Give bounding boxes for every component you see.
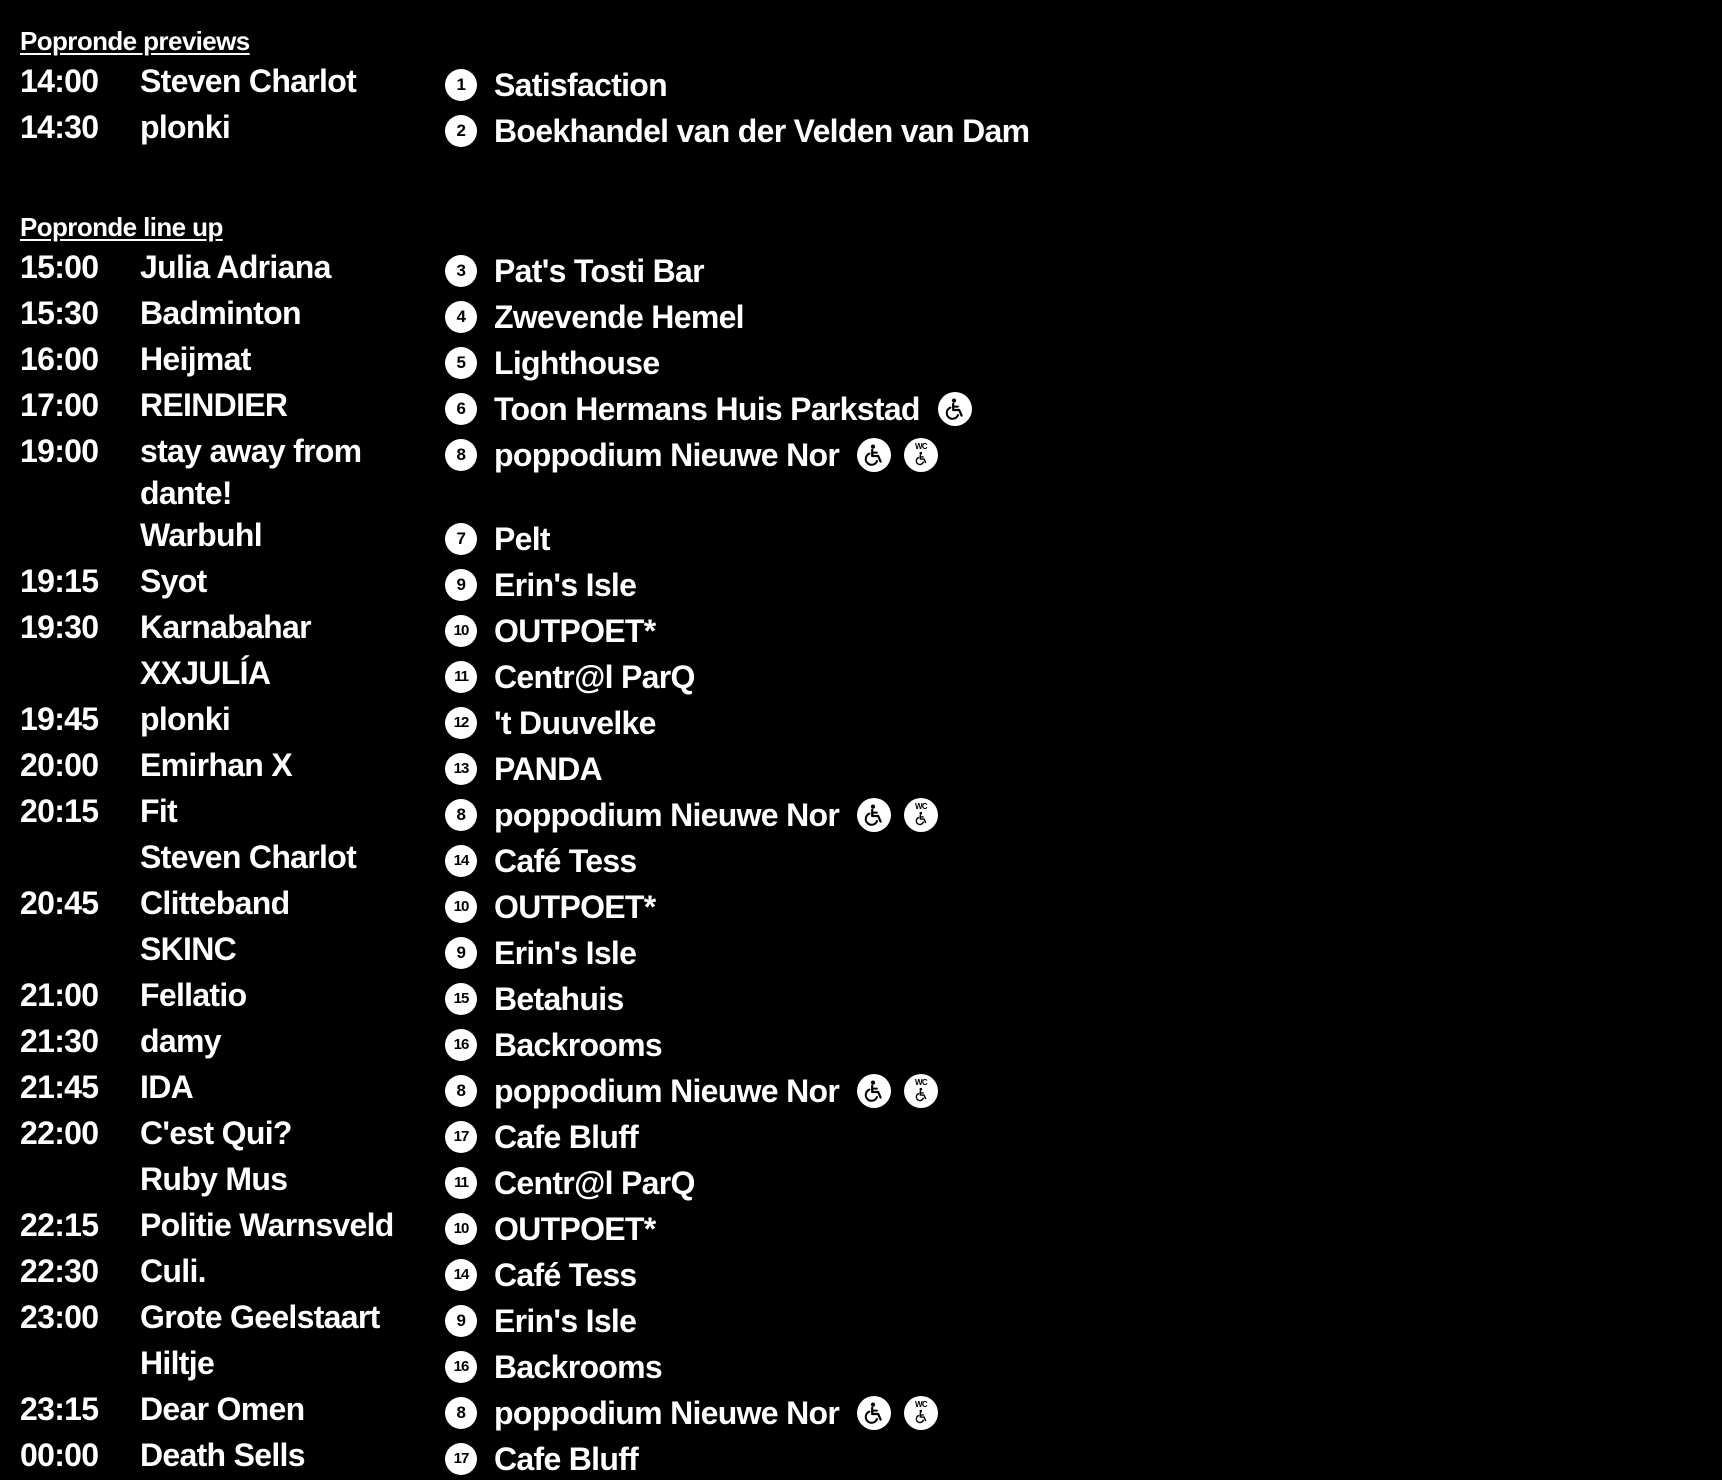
venue[interactable] bbox=[445, 564, 636, 606]
venue-name[interactable]: Toon Hermans Huis Parkstad bbox=[494, 391, 920, 427]
schedule-row bbox=[20, 836, 1700, 882]
artist-name[interactable]: Julia Adriana bbox=[140, 249, 331, 285]
artist-name[interactable]: plonki bbox=[140, 109, 231, 145]
venue-name[interactable]: OUTPOET* bbox=[494, 889, 656, 925]
venue-number-badge: 8 bbox=[445, 439, 477, 471]
time-slot: 23:15 bbox=[20, 1391, 99, 1427]
venue-name[interactable]: Satisfaction bbox=[494, 67, 667, 103]
venue[interactable] bbox=[445, 110, 1029, 152]
venue[interactable] bbox=[445, 748, 602, 790]
schedule-row bbox=[20, 384, 1700, 430]
artist-name[interactable]: IDA bbox=[140, 1069, 194, 1105]
schedule-row bbox=[20, 338, 1700, 384]
venue[interactable] bbox=[445, 1116, 638, 1158]
lineup-heading[interactable]: Popronde line up bbox=[20, 212, 223, 242]
artist-name[interactable]: XXJULÍA bbox=[140, 655, 271, 691]
time-slot: 20:45 bbox=[20, 885, 99, 921]
venue[interactable] bbox=[445, 1162, 695, 1204]
svg-text:WC: WC bbox=[915, 1078, 928, 1087]
venue[interactable] bbox=[445, 656, 695, 698]
venue-number-badge: 12 bbox=[445, 707, 477, 739]
venue[interactable] bbox=[445, 1392, 951, 1434]
artist-name[interactable]: Emirhan X bbox=[140, 747, 292, 783]
venue-number-badge: 16 bbox=[445, 1029, 477, 1061]
venue-number-badge: 10 bbox=[445, 891, 477, 923]
venue[interactable] bbox=[445, 434, 951, 476]
venue-name[interactable]: poppodium Nieuwe Nor bbox=[494, 437, 840, 473]
svg-text:WC: WC bbox=[915, 1400, 928, 1409]
schedule-row bbox=[20, 1434, 1700, 1480]
artist-name[interactable]: Death Sells bbox=[140, 1437, 305, 1473]
venue-number-badge: 11 bbox=[445, 661, 477, 693]
schedule-row bbox=[20, 1296, 1700, 1342]
venue-name[interactable]: OUTPOET* bbox=[494, 613, 656, 649]
schedule-row bbox=[20, 1020, 1700, 1066]
time-slot: 19:15 bbox=[20, 563, 99, 599]
venue[interactable] bbox=[445, 886, 656, 928]
venue-number-badge: 11 bbox=[445, 1167, 477, 1199]
accessible-wc-icon bbox=[904, 798, 938, 832]
venue-number-badge: 17 bbox=[445, 1443, 477, 1475]
accessible-wc-icon bbox=[904, 1074, 938, 1108]
accessible-wc-icon bbox=[904, 438, 938, 472]
schedule-row bbox=[20, 882, 1700, 928]
venue-name[interactable]: Erin's Isle bbox=[494, 1303, 637, 1339]
venue[interactable] bbox=[445, 64, 667, 106]
time-slot: 20:15 bbox=[20, 793, 99, 829]
artist-name[interactable]: Fit bbox=[140, 793, 177, 829]
venue-number-badge: 7 bbox=[445, 523, 477, 555]
time-slot: 17:00 bbox=[20, 387, 99, 423]
artist-name[interactable]: Fellatio bbox=[140, 977, 247, 1013]
artist-name[interactable]: REINDIER bbox=[140, 387, 288, 423]
venue-name[interactable]: 't Duuvelke bbox=[494, 705, 656, 741]
schedule-row bbox=[20, 1158, 1700, 1204]
venue-number-badge: 9 bbox=[445, 937, 477, 969]
time-slot: 19:00 bbox=[20, 433, 99, 469]
venue[interactable] bbox=[445, 388, 985, 430]
venue[interactable] bbox=[445, 610, 656, 652]
schedule-row bbox=[20, 1342, 1700, 1388]
venue-number-badge: 9 bbox=[445, 569, 477, 601]
venue-name[interactable]: poppodium Nieuwe Nor bbox=[494, 1073, 840, 1109]
venue[interactable] bbox=[445, 1300, 636, 1342]
accessibility-icons bbox=[857, 1074, 951, 1108]
venue-number-badge: 10 bbox=[445, 1213, 477, 1245]
venue-number-badge: 8 bbox=[445, 1397, 477, 1429]
schedule-row bbox=[20, 60, 1700, 106]
venue-number-badge: 2 bbox=[445, 115, 477, 147]
previews-list bbox=[20, 60, 1700, 152]
venue-name[interactable]: Pelt bbox=[494, 521, 550, 557]
venue-name[interactable]: Boekhandel van der Velden van Dam bbox=[494, 113, 1030, 149]
artist-name[interactable]: SKINC bbox=[140, 931, 237, 967]
schedule-row bbox=[20, 106, 1700, 152]
venue-number-badge: 9 bbox=[445, 1305, 477, 1337]
venue[interactable] bbox=[445, 1070, 951, 1112]
artist-name[interactable]: Karnabahar bbox=[140, 609, 311, 645]
lineup-list bbox=[20, 246, 1700, 1480]
schedule-row bbox=[20, 1388, 1700, 1434]
section-spacer bbox=[20, 152, 1700, 208]
accessibility-icons bbox=[857, 1396, 951, 1430]
time-slot: 21:00 bbox=[20, 977, 99, 1013]
venue[interactable] bbox=[445, 840, 637, 882]
schedule-row bbox=[20, 974, 1700, 1020]
schedule-page bbox=[20, 22, 1700, 1480]
venue[interactable] bbox=[445, 1208, 656, 1250]
venue-number-badge: 8 bbox=[445, 799, 477, 831]
accessibility-icons bbox=[857, 438, 951, 472]
venue[interactable] bbox=[445, 1346, 662, 1388]
venue[interactable] bbox=[445, 932, 636, 974]
venue-number-badge: 10 bbox=[445, 615, 477, 647]
venue-name[interactable]: Erin's Isle bbox=[494, 567, 637, 603]
time-slot: 14:30 bbox=[20, 109, 99, 145]
time-slot: 16:00 bbox=[20, 341, 99, 377]
time-slot: 21:45 bbox=[20, 1069, 99, 1105]
venue-number-badge: 15 bbox=[445, 983, 477, 1015]
time-slot: 15:00 bbox=[20, 249, 99, 285]
venue-number-badge: 3 bbox=[445, 255, 477, 287]
artist-name[interactable]: Hiltje bbox=[140, 1345, 215, 1381]
venue-name[interactable]: Centr@l ParQ bbox=[494, 1165, 695, 1201]
artist-name[interactable]: Culi. bbox=[140, 1253, 206, 1289]
accessibility-icons bbox=[857, 798, 951, 832]
venue-name[interactable]: Centr@l ParQ bbox=[494, 659, 695, 695]
venue-name[interactable]: Café Tess bbox=[494, 843, 637, 879]
artist-name[interactable]: Syot bbox=[140, 563, 207, 599]
artist-name[interactable]: Badminton bbox=[140, 295, 301, 331]
svg-text:WC: WC bbox=[915, 802, 928, 811]
artist-name[interactable]: Politie Warnsveld bbox=[140, 1207, 394, 1243]
time-slot: 22:15 bbox=[20, 1207, 99, 1243]
wheelchair-icon bbox=[857, 1396, 891, 1430]
artist-name[interactable]: Clitteband bbox=[140, 885, 290, 921]
venue-number-badge: 5 bbox=[445, 347, 477, 379]
time-slot: 23:00 bbox=[20, 1299, 99, 1335]
schedule-row bbox=[20, 292, 1700, 338]
venue-name[interactable]: Backrooms bbox=[494, 1027, 662, 1063]
time-slot: 22:00 bbox=[20, 1115, 99, 1151]
time-slot: 14:00 bbox=[20, 63, 99, 99]
wheelchair-icon bbox=[857, 438, 891, 472]
time-slot: 00:00 bbox=[20, 1437, 99, 1473]
venue-name[interactable]: Backrooms bbox=[494, 1349, 662, 1385]
venue[interactable] bbox=[445, 1024, 662, 1066]
artist-name[interactable]: plonki bbox=[140, 701, 231, 737]
venue-number-badge: 13 bbox=[445, 753, 477, 785]
venue-name[interactable]: Pat's Tosti Bar bbox=[494, 253, 704, 289]
venue-name[interactable]: poppodium Nieuwe Nor bbox=[494, 1395, 840, 1431]
schedule-row bbox=[20, 606, 1700, 652]
artist-name[interactable]: Grote Geelstaart bbox=[140, 1299, 380, 1335]
artist-name[interactable]: Warbuhl bbox=[140, 517, 262, 553]
accessibility-icons bbox=[938, 392, 985, 426]
venue-name[interactable]: Lighthouse bbox=[494, 345, 660, 381]
venue-name[interactable]: poppodium Nieuwe Nor bbox=[494, 797, 840, 833]
schedule-row bbox=[20, 928, 1700, 974]
venue-name[interactable]: PANDA bbox=[494, 751, 602, 787]
schedule-row bbox=[20, 790, 1700, 836]
artist-name[interactable]: damy bbox=[140, 1023, 221, 1059]
venue-name[interactable]: Zwevende Hemel bbox=[494, 299, 744, 335]
venue[interactable] bbox=[445, 1438, 638, 1480]
venue-name[interactable]: OUTPOET* bbox=[494, 1211, 656, 1247]
artist-name[interactable]: Ruby Mus bbox=[140, 1161, 288, 1197]
venue[interactable] bbox=[445, 342, 659, 384]
accessible-wc-icon bbox=[904, 1396, 938, 1430]
venue[interactable] bbox=[445, 1254, 637, 1296]
venue-name[interactable]: Cafe Bluff bbox=[494, 1441, 639, 1477]
schedule-row bbox=[20, 652, 1700, 698]
venue-number-badge: 1 bbox=[445, 69, 477, 101]
venue-number-badge: 8 bbox=[445, 1075, 477, 1107]
schedule-row bbox=[20, 430, 1700, 514]
time-slot: 21:30 bbox=[20, 1023, 99, 1059]
time-slot: 22:30 bbox=[20, 1253, 99, 1289]
venue-number-badge: 14 bbox=[445, 845, 477, 877]
wheelchair-icon bbox=[857, 1074, 891, 1108]
venue[interactable] bbox=[445, 978, 624, 1020]
time-slot: 20:00 bbox=[20, 747, 99, 783]
venue-name[interactable]: Café Tess bbox=[494, 1257, 637, 1293]
venue[interactable] bbox=[445, 794, 951, 836]
schedule-row bbox=[20, 1250, 1700, 1296]
venue[interactable] bbox=[445, 518, 550, 560]
venue-number-badge: 17 bbox=[445, 1121, 477, 1153]
venue-name[interactable]: Erin's Isle bbox=[494, 935, 637, 971]
schedule-row bbox=[20, 560, 1700, 606]
venue[interactable] bbox=[445, 702, 656, 744]
venue-number-badge: 6 bbox=[445, 393, 477, 425]
previews-heading[interactable]: Popronde previews bbox=[20, 26, 250, 56]
schedule-row bbox=[20, 246, 1700, 292]
venue-name[interactable]: Betahuis bbox=[494, 981, 624, 1017]
artist-name[interactable]: Heijmat bbox=[140, 341, 251, 377]
artist-name[interactable]: stay away from dante! bbox=[140, 433, 362, 511]
time-slot: 19:30 bbox=[20, 609, 99, 645]
schedule-row bbox=[20, 1112, 1700, 1158]
artist-name[interactable]: C'est Qui? bbox=[140, 1115, 292, 1151]
artist-name[interactable]: Steven Charlot bbox=[140, 63, 357, 99]
schedule-row bbox=[20, 698, 1700, 744]
schedule-row bbox=[20, 1066, 1700, 1112]
time-slot: 19:45 bbox=[20, 701, 99, 737]
schedule-row bbox=[20, 514, 1700, 560]
schedule-row bbox=[20, 1204, 1700, 1250]
schedule-row bbox=[20, 744, 1700, 790]
venue-number-badge: 14 bbox=[445, 1259, 477, 1291]
venue-number-badge: 4 bbox=[445, 301, 477, 333]
venue[interactable] bbox=[445, 250, 704, 292]
artist-name[interactable]: Steven Charlot bbox=[140, 839, 357, 875]
wheelchair-icon bbox=[857, 798, 891, 832]
time-slot: 15:30 bbox=[20, 295, 99, 331]
venue-name[interactable]: Cafe Bluff bbox=[494, 1119, 639, 1155]
svg-text:WC: WC bbox=[915, 442, 928, 451]
artist-name[interactable]: Dear Omen bbox=[140, 1391, 305, 1427]
venue[interactable] bbox=[445, 296, 744, 338]
wheelchair-icon bbox=[938, 392, 972, 426]
venue-number-badge: 16 bbox=[445, 1351, 477, 1383]
